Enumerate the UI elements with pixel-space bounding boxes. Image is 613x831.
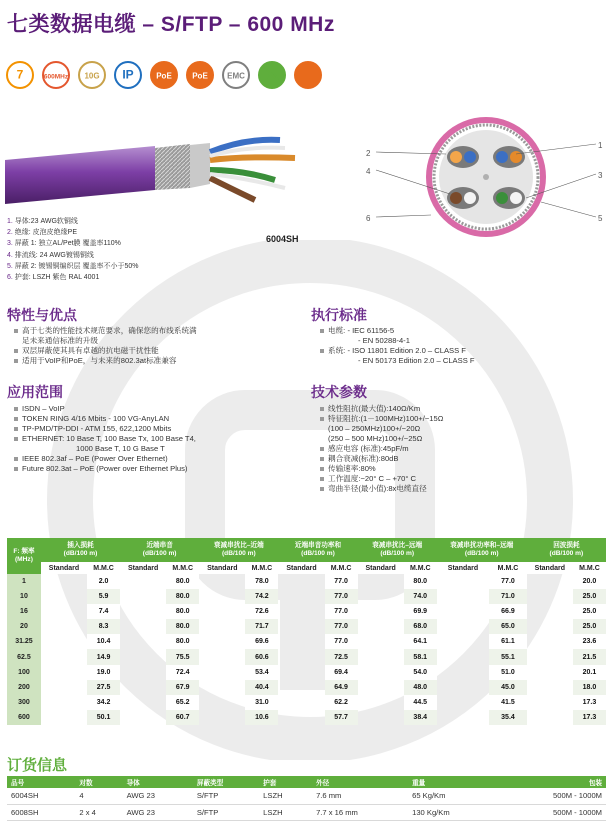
- table-cell: 80.0: [166, 574, 199, 589]
- table-cell: 20.1: [573, 665, 606, 680]
- column-header: 重量: [408, 776, 496, 788]
- table-cell: 75.5: [166, 649, 199, 664]
- list-item: 线性阻抗(最大值):140Ω/Km: [320, 404, 443, 414]
- table-cell: 80.0: [166, 604, 199, 619]
- freq-cell: 31.25: [7, 634, 41, 649]
- column-header: 插入损耗 (dB/100 m): [41, 538, 120, 562]
- table-cell: 6008SH: [7, 804, 75, 820]
- column-header: 回波损耗 (dB/100 m): [527, 538, 606, 562]
- sub-header: Standard: [120, 562, 166, 574]
- list-item: 弯曲半径(最小值):8x电缆直径: [320, 484, 443, 494]
- table-cell: 77.0: [325, 604, 358, 619]
- sub-header: Standard: [358, 562, 404, 574]
- sub-header: Standard: [278, 562, 324, 574]
- freq-cell: 600: [7, 710, 41, 725]
- table-cell: 7.4: [87, 604, 120, 619]
- cat7-icon: [5, 58, 35, 92]
- table-cell: LSZH: [259, 788, 312, 804]
- cross-section-diagram: [366, 112, 606, 242]
- emc-icon: [221, 58, 251, 92]
- order-heading: 订货信息: [7, 757, 68, 774]
- table-cell: 51.0: [489, 665, 527, 680]
- construction-list: [7, 216, 138, 283]
- column-header: 品号: [7, 776, 75, 788]
- callout-2: 2: [366, 149, 371, 158]
- sub-header: M.M.C: [573, 562, 606, 574]
- table-row: [7, 574, 606, 589]
- page-title: 七类数据电缆 – S/FTP – 600 MHz: [7, 13, 335, 36]
- table-cell: 68.0: [404, 619, 437, 634]
- table-cell: 54.0: [404, 665, 437, 680]
- table-cell: AWG 23: [123, 804, 193, 820]
- table-cell: 17.3: [573, 695, 606, 710]
- column-header: 包装: [496, 776, 606, 788]
- features-heading: 特性与优点: [7, 307, 77, 323]
- table-cell: 50.1: [87, 710, 120, 725]
- column-header: 近端串音 (dB/100 m): [120, 538, 199, 562]
- order-table: [7, 776, 606, 821]
- table-cell: 20.0: [573, 574, 606, 589]
- table-row: [7, 665, 606, 680]
- column-header: 护套: [259, 776, 312, 788]
- table-cell: 67.9: [166, 680, 199, 695]
- list-item: 3. 屏蔽 1: 独立AL/Pet膜 覆盖率110%: [7, 240, 121, 248]
- table-row: [7, 680, 606, 695]
- table-cell: 72.4: [166, 665, 199, 680]
- table-cell: 25.0: [573, 604, 606, 619]
- poe-plus-icon: [185, 58, 215, 92]
- sub-header: M.M.C: [245, 562, 278, 574]
- table-cell: 65.2: [166, 695, 199, 710]
- list-item: 高于七类的性能技术规范要求，确保您的布线系统满 足未来通信标准的升级: [14, 326, 284, 346]
- list-item: TOKEN RING 4/16 Mbits - 100 VG-AnyLAN: [14, 414, 314, 424]
- table-cell: 7.7 x 16 mm: [312, 804, 408, 820]
- column-header: 衰减串扰功率和–远端 (dB/100 m): [437, 538, 527, 562]
- standards-heading: 执行标准: [311, 307, 367, 323]
- performance-table: [7, 538, 606, 725]
- table-row: [7, 695, 606, 710]
- table-cell: 60.7: [166, 710, 199, 725]
- column-header: 导体: [123, 776, 193, 788]
- list-item: 系统: - ISO 11801 Edition 2.0 – CLASS F: [320, 346, 475, 356]
- table-cell: 18.0: [573, 680, 606, 695]
- callout-1: 1: [598, 141, 603, 150]
- table-row: [7, 710, 606, 725]
- sub-header: M.M.C: [166, 562, 199, 574]
- table-cell: 64.1: [404, 634, 437, 649]
- svg-text:PoE: PoE: [156, 71, 172, 81]
- table-cell: 8.3: [87, 619, 120, 634]
- list-item: - EN 50173 Edition 2.0 – CLASS F: [358, 356, 475, 365]
- list-item: IEEE 802.3af – PoE (Power Over Ethernet): [14, 454, 314, 464]
- table-cell: 80.0: [404, 574, 437, 589]
- table-cell: 48.0: [404, 680, 437, 695]
- list-item: - EN 50288-4-1: [358, 336, 410, 345]
- svg-text:EMC: EMC: [227, 71, 245, 81]
- table-cell: 130 Kg/Km: [408, 804, 496, 820]
- table-cell: 80.0: [166, 619, 199, 634]
- table-cell: 17.3: [573, 710, 606, 725]
- column-header: 屏蔽类型: [193, 776, 259, 788]
- table-cell: 77.0: [489, 574, 527, 589]
- list-item: 双层屏蔽使其具有卓越的抗电磁干扰性能: [14, 346, 284, 356]
- table-cell: 19.0: [87, 665, 120, 680]
- svg-text:10G: 10G: [84, 71, 100, 81]
- halogen-free-icon: [257, 58, 287, 92]
- freq-cell: 100: [7, 665, 41, 680]
- list-item: 传输速率:80%: [320, 464, 443, 474]
- freq-cell: 200: [7, 680, 41, 695]
- table-row: [7, 604, 606, 619]
- table-cell: 71.7: [245, 619, 278, 634]
- table-cell: 72.6: [245, 604, 278, 619]
- table-cell: 74.0: [404, 589, 437, 604]
- table-cell: 65.0: [489, 619, 527, 634]
- applications-heading: 应用范围: [7, 384, 63, 400]
- table-cell: 69.4: [325, 665, 358, 680]
- table-cell: AWG 23: [123, 788, 193, 804]
- table-cell: 77.0: [325, 619, 358, 634]
- 10g-icon: [77, 58, 107, 92]
- sub-header: Standard: [527, 562, 573, 574]
- callout-3: 3: [598, 171, 603, 180]
- callout-5: 5: [598, 214, 603, 223]
- freq-cell: 1: [7, 574, 41, 589]
- svg-text:600MHz: 600MHz: [43, 73, 69, 81]
- table-cell: 80.0: [166, 634, 199, 649]
- table-cell: 41.5: [489, 695, 527, 710]
- table-cell: 44.5: [404, 695, 437, 710]
- list-item: 2. 绝缘: 皮泡皮绝缘PE: [7, 229, 78, 237]
- table-cell: 23.6: [573, 634, 606, 649]
- freq-cell: 300: [7, 695, 41, 710]
- table-cell: 58.1: [404, 649, 437, 664]
- table-cell: 35.4: [489, 710, 527, 725]
- table-cell: 6004SH: [7, 788, 75, 804]
- table-cell: LSZH: [259, 804, 312, 820]
- table-cell: 2 x 4: [75, 804, 122, 820]
- table-row: [7, 634, 606, 649]
- table-cell: 71.0: [489, 589, 527, 604]
- cable-model-label: 6004SH: [266, 234, 299, 244]
- list-item: 5. 屏蔽 2: 镀锡铜编织层 覆盖率不小于50%: [7, 262, 139, 270]
- cable-illustration: [5, 118, 315, 218]
- list-item: ETHERNET: 10 Base T, 100 Base Tx, 100 Base T4,: [14, 434, 314, 444]
- flame-icon: [293, 58, 323, 92]
- column-header: 衰减串扰比–近端 (dB/100 m): [199, 538, 278, 562]
- 600mhz-icon: [41, 58, 71, 92]
- table-cell: 77.0: [325, 574, 358, 589]
- table-cell: 2.0: [87, 574, 120, 589]
- table-cell: 5.9: [87, 589, 120, 604]
- list-item: 4. 排流线: 24 AWG镀锡铜线: [7, 251, 94, 259]
- table-cell: 7.6 mm: [312, 788, 408, 804]
- sub-header: M.M.C: [325, 562, 358, 574]
- list-item: (250 – 500 MHz)100+/−25Ω: [328, 434, 423, 443]
- list-item: 1000 Base T, 10 G Base T: [76, 444, 165, 453]
- table-cell: 60.6: [245, 649, 278, 664]
- table-cell: 500M - 1000M: [496, 788, 606, 804]
- standards-list: [320, 326, 475, 366]
- table-cell: 31.0: [245, 695, 278, 710]
- sub-header: M.M.C: [489, 562, 527, 574]
- features-list: [14, 326, 284, 366]
- table-row: [7, 589, 606, 604]
- list-item: 6. 护套: LSZH 紫色 RAL 4001: [7, 274, 100, 282]
- sub-header: M.M.C: [87, 562, 120, 574]
- table-cell: 69.9: [404, 604, 437, 619]
- table-row: [7, 804, 606, 820]
- table-cell: 72.5: [325, 649, 358, 664]
- table-cell: 57.7: [325, 710, 358, 725]
- freq-header: F: 频率 (MHz): [7, 538, 41, 574]
- table-cell: 34.2: [87, 695, 120, 710]
- column-header: 衰减串扰比–远端 (dB/100 m): [358, 538, 437, 562]
- table-cell: 66.9: [489, 604, 527, 619]
- ip-icon: [113, 58, 143, 92]
- sub-header: Standard: [437, 562, 489, 574]
- column-header: 外径: [312, 776, 408, 788]
- sub-header: Standard: [199, 562, 245, 574]
- column-header: 对数: [75, 776, 122, 788]
- svg-text:IP: IP: [122, 67, 134, 82]
- feature-icons: [5, 58, 323, 92]
- table-cell: 69.6: [245, 634, 278, 649]
- table-cell: 62.2: [325, 695, 358, 710]
- table-cell: 38.4: [404, 710, 437, 725]
- table-cell: 40.4: [245, 680, 278, 695]
- table-cell: 53.4: [245, 665, 278, 680]
- table-cell: 78.0: [245, 574, 278, 589]
- callout-4: 4: [366, 167, 371, 176]
- svg-text:PoE: PoE: [192, 71, 208, 81]
- table-cell: S/FTP: [193, 804, 259, 820]
- poe-icon: [149, 58, 179, 92]
- table-cell: 77.0: [325, 634, 358, 649]
- list-item: TP-PMD/TP-DDI - ATM 155, 622,1200 Mbits: [14, 424, 314, 434]
- table-cell: 14.9: [87, 649, 120, 664]
- svg-text:7: 7: [16, 67, 24, 82]
- table-cell: 74.2: [245, 589, 278, 604]
- table-cell: 65 Kg/Km: [408, 788, 496, 804]
- table-row: [7, 619, 606, 634]
- list-item: Future 802.3at – PoE (Power over Ethernet Plus): [14, 464, 314, 474]
- freq-cell: 10: [7, 589, 41, 604]
- list-item: 1. 导体:23 AWG软铜线: [7, 218, 78, 225]
- list-item: 感应电容 (标准):45pF/m: [320, 444, 443, 454]
- table-cell: 500M - 1000M: [496, 804, 606, 820]
- table-cell: 21.5: [573, 649, 606, 664]
- table-cell: 77.0: [325, 589, 358, 604]
- table-cell: 25.0: [573, 619, 606, 634]
- callout-6: 6: [366, 214, 371, 223]
- applications-list: [14, 404, 314, 474]
- table-cell: 80.0: [166, 589, 199, 604]
- table-row: [7, 788, 606, 804]
- sub-header: Standard: [41, 562, 87, 574]
- freq-cell: 20: [7, 619, 41, 634]
- list-item: 适用于VoIP和PoE，与未来的802.3at标准兼容: [14, 356, 284, 366]
- table-cell: 10.4: [87, 634, 120, 649]
- table-cell: 10.6: [245, 710, 278, 725]
- list-item: 工作温度:−20° C – +70° C: [320, 474, 443, 484]
- column-header: 近端串音功率和 (dB/100 m): [278, 538, 357, 562]
- freq-cell: 62.5: [7, 649, 41, 664]
- list-item: ISDN – VoIP: [14, 404, 314, 414]
- table-cell: 55.1: [489, 649, 527, 664]
- table-cell: 64.9: [325, 680, 358, 695]
- table-row: [7, 649, 606, 664]
- table-cell: 4: [75, 788, 122, 804]
- freq-cell: 16: [7, 604, 41, 619]
- table-cell: S/FTP: [193, 788, 259, 804]
- table-cell: 27.5: [87, 680, 120, 695]
- tech-heading: 技术参数: [311, 384, 367, 400]
- tech-list: [320, 404, 443, 494]
- list-item: (100 – 250MHz)100+/−20Ω: [328, 424, 421, 433]
- table-cell: 25.0: [573, 589, 606, 604]
- list-item: 电缆: - IEC 61156-5: [320, 326, 475, 336]
- table-cell: 61.1: [489, 634, 527, 649]
- list-item: 耦合衰减(标准):80dB: [320, 454, 443, 464]
- list-item: 特征阻抗:(1－100MHz)100+/−15Ω: [320, 414, 443, 424]
- table-cell: 45.0: [489, 680, 527, 695]
- sub-header: M.M.C: [404, 562, 437, 574]
